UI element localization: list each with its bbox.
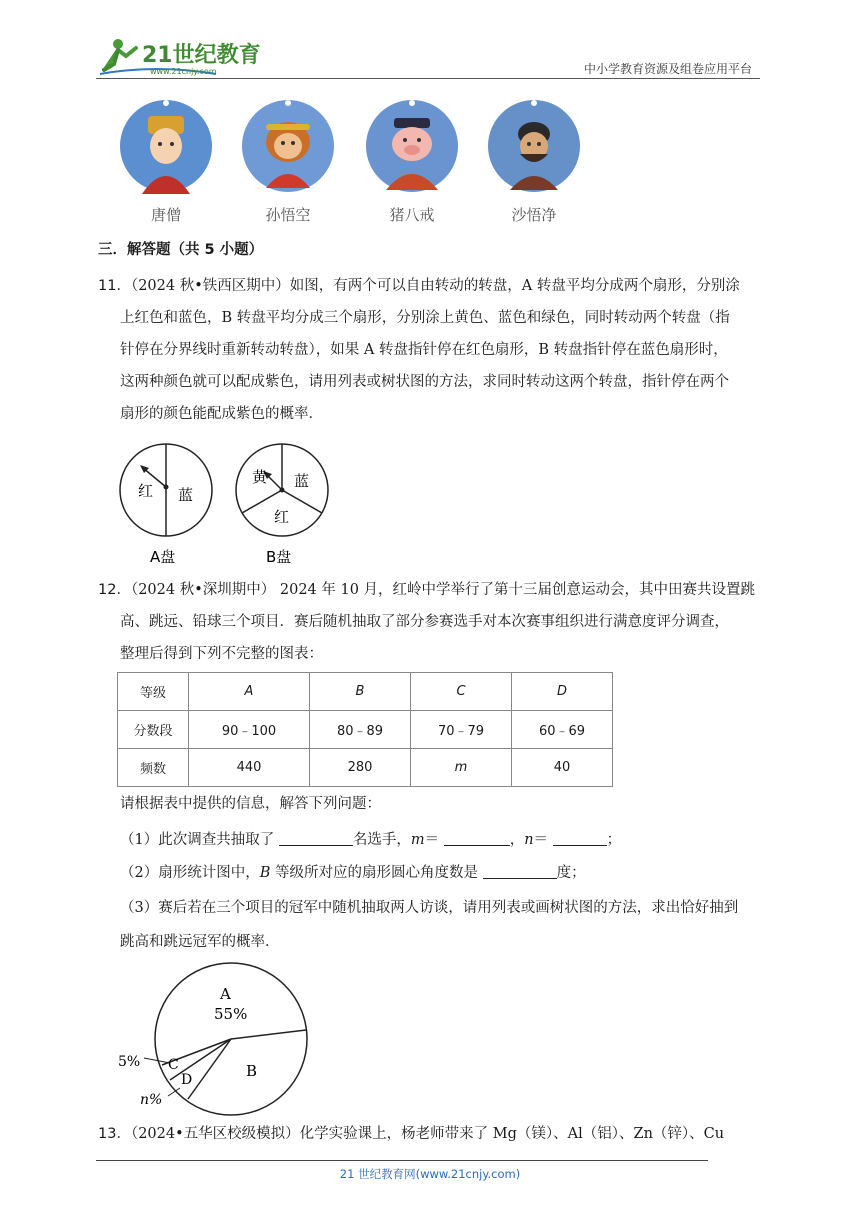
table-cell: 80﹣89	[310, 711, 411, 749]
header-divider	[96, 78, 760, 79]
table-row	[118, 749, 613, 787]
svg-text:www.21cnjy.com: www.21cnjy.com	[150, 67, 217, 76]
footer-divider	[96, 1160, 708, 1161]
pie-label-b: B	[246, 1062, 258, 1080]
zhu-bajie-avatar-icon	[364, 98, 460, 194]
table-cell: 440	[189, 749, 310, 787]
spinners-figure	[116, 440, 336, 570]
question-11-line-5: 扇形的颜色能配成紫色的概率．	[120, 406, 323, 422]
spinner-b-label: B盘	[266, 548, 292, 566]
table-row	[118, 673, 613, 711]
question-12-line-2: 高、跳远、铅球三个项目．赛后随机抽取了部分参赛选手对本次赛事组织进行满意度评分调查，	[120, 614, 729, 630]
character-name: 沙悟净	[511, 206, 557, 224]
character-cards	[118, 98, 598, 238]
section-title: 三．解答题（共 5 小题）	[98, 242, 264, 258]
question-11-line-4: 这两种颜色就可以配成紫色，请用列表或树状图的方法，求同时转动这两个转盘，指针停在两个	[120, 374, 729, 390]
pie-percent-c: 5%	[118, 1054, 141, 1070]
spinner-b-red-label: 红	[274, 508, 290, 526]
page-header	[96, 34, 760, 80]
question-12-sub-3-line-1: （3）赛后若在三个项目的冠军中随机抽取两人访谈，请用列表或画树状图的方法，求出恰好抽到	[120, 900, 739, 916]
table-cell: 分数段	[118, 711, 189, 749]
pie-chart	[110, 962, 320, 1118]
table-cell: B	[310, 673, 411, 711]
answer-blank	[483, 862, 557, 879]
table-cell: 70﹣79	[411, 711, 512, 749]
spinner-a-red-label: 红	[138, 482, 154, 500]
footer-link[interactable]: 21 世纪教育网(www.21cnjy.com)	[339, 1167, 521, 1181]
platform-title: 中小学教育资源及组卷应用平台	[583, 62, 752, 76]
answer-blank	[279, 829, 353, 846]
spinner-b-blue-label: 蓝	[294, 472, 310, 490]
question-12-line-3: 整理后得到下列不完整的图表：	[120, 646, 323, 662]
question-11-line-1: 11．（2024 秋•铁西区期中）如图，有两个可以自由转动的转盘，A 转盘平均分成两个扇形，分别涂	[98, 278, 740, 294]
pie-percent-d: n%	[140, 1092, 163, 1108]
spinner-a-blue-label: 蓝	[178, 486, 194, 504]
svg-text:21世纪教育: 21世纪教育	[142, 43, 261, 68]
pie-label-a: A	[220, 985, 231, 1003]
table-cell: 280	[310, 749, 411, 787]
question-12-prompt: 请根据表中提供的信息，解答下列问题：	[120, 796, 381, 812]
frequency-table	[117, 672, 613, 787]
table-cell: 频数	[118, 749, 189, 787]
tang-seng-avatar-icon	[118, 98, 214, 194]
spinner-b-yellow-label: 黄	[252, 468, 268, 486]
character-name: 唐僧	[150, 206, 181, 224]
question-12-sub-3-line-2: 跳高和跳远冠军的概率．	[120, 934, 280, 950]
table-cell: C	[411, 673, 512, 711]
pie-percent-a: 55%	[214, 1005, 248, 1023]
character-card	[240, 98, 336, 225]
table-cell: m	[411, 749, 512, 787]
table-cell: D	[512, 673, 613, 711]
table-cell: 40	[512, 749, 613, 787]
sha-wujing-avatar-icon	[486, 98, 582, 194]
answer-blank	[444, 829, 510, 846]
site-logo	[96, 34, 266, 78]
question-12-sub-1: （1）此次调查共抽取了 名选手，m＝ ，n＝ ；	[120, 824, 621, 856]
table-cell: 等级	[118, 673, 189, 711]
question-12-line-1: 12．（2024 秋•深圳期中） 2024 年 10 月，红岭中学举行了第十三届创意运动会，其中田赛共设置跳	[98, 582, 756, 598]
character-name: 猪八戒	[389, 206, 435, 224]
question-11-line-2: 上红色和蓝色，B 转盘平均分成三个扇形，分别涂上黄色、蓝色和绿色，同时转动两个转盘（指	[120, 310, 730, 326]
table-cell: 90﹣100	[189, 711, 310, 749]
pie-label-c: C	[168, 1057, 179, 1073]
question-13-line-1: 13．（2024•五华区校级模拟）化学实验课上，杨老师带来了 Mg（镁）、Al（铝）、Zn（锌）、Cu	[98, 1126, 725, 1142]
table-cell: A	[189, 673, 310, 711]
table-row	[118, 711, 613, 749]
spinner-b	[236, 444, 328, 566]
character-card	[118, 98, 214, 225]
table-cell: 60﹣69	[512, 711, 613, 749]
question-11-line-3: 针停在分界线时重新转动转盘），如果 A 转盘指针停在红色扇形，B 转盘指针停在蓝色扇形时，	[120, 342, 728, 358]
character-name: 孙悟空	[265, 206, 311, 224]
sun-wukong-avatar-icon	[240, 98, 336, 194]
question-12-sub-2: （2）扇形统计图中，B 等级所对应的扇形圆心角度数是 度；	[120, 857, 586, 889]
character-card	[364, 98, 460, 225]
answer-blank	[553, 829, 607, 846]
character-card	[486, 98, 582, 225]
spinner-a-label: A盘	[150, 548, 176, 566]
pie-label-d: D	[181, 1072, 193, 1088]
spinner-a	[120, 444, 212, 566]
